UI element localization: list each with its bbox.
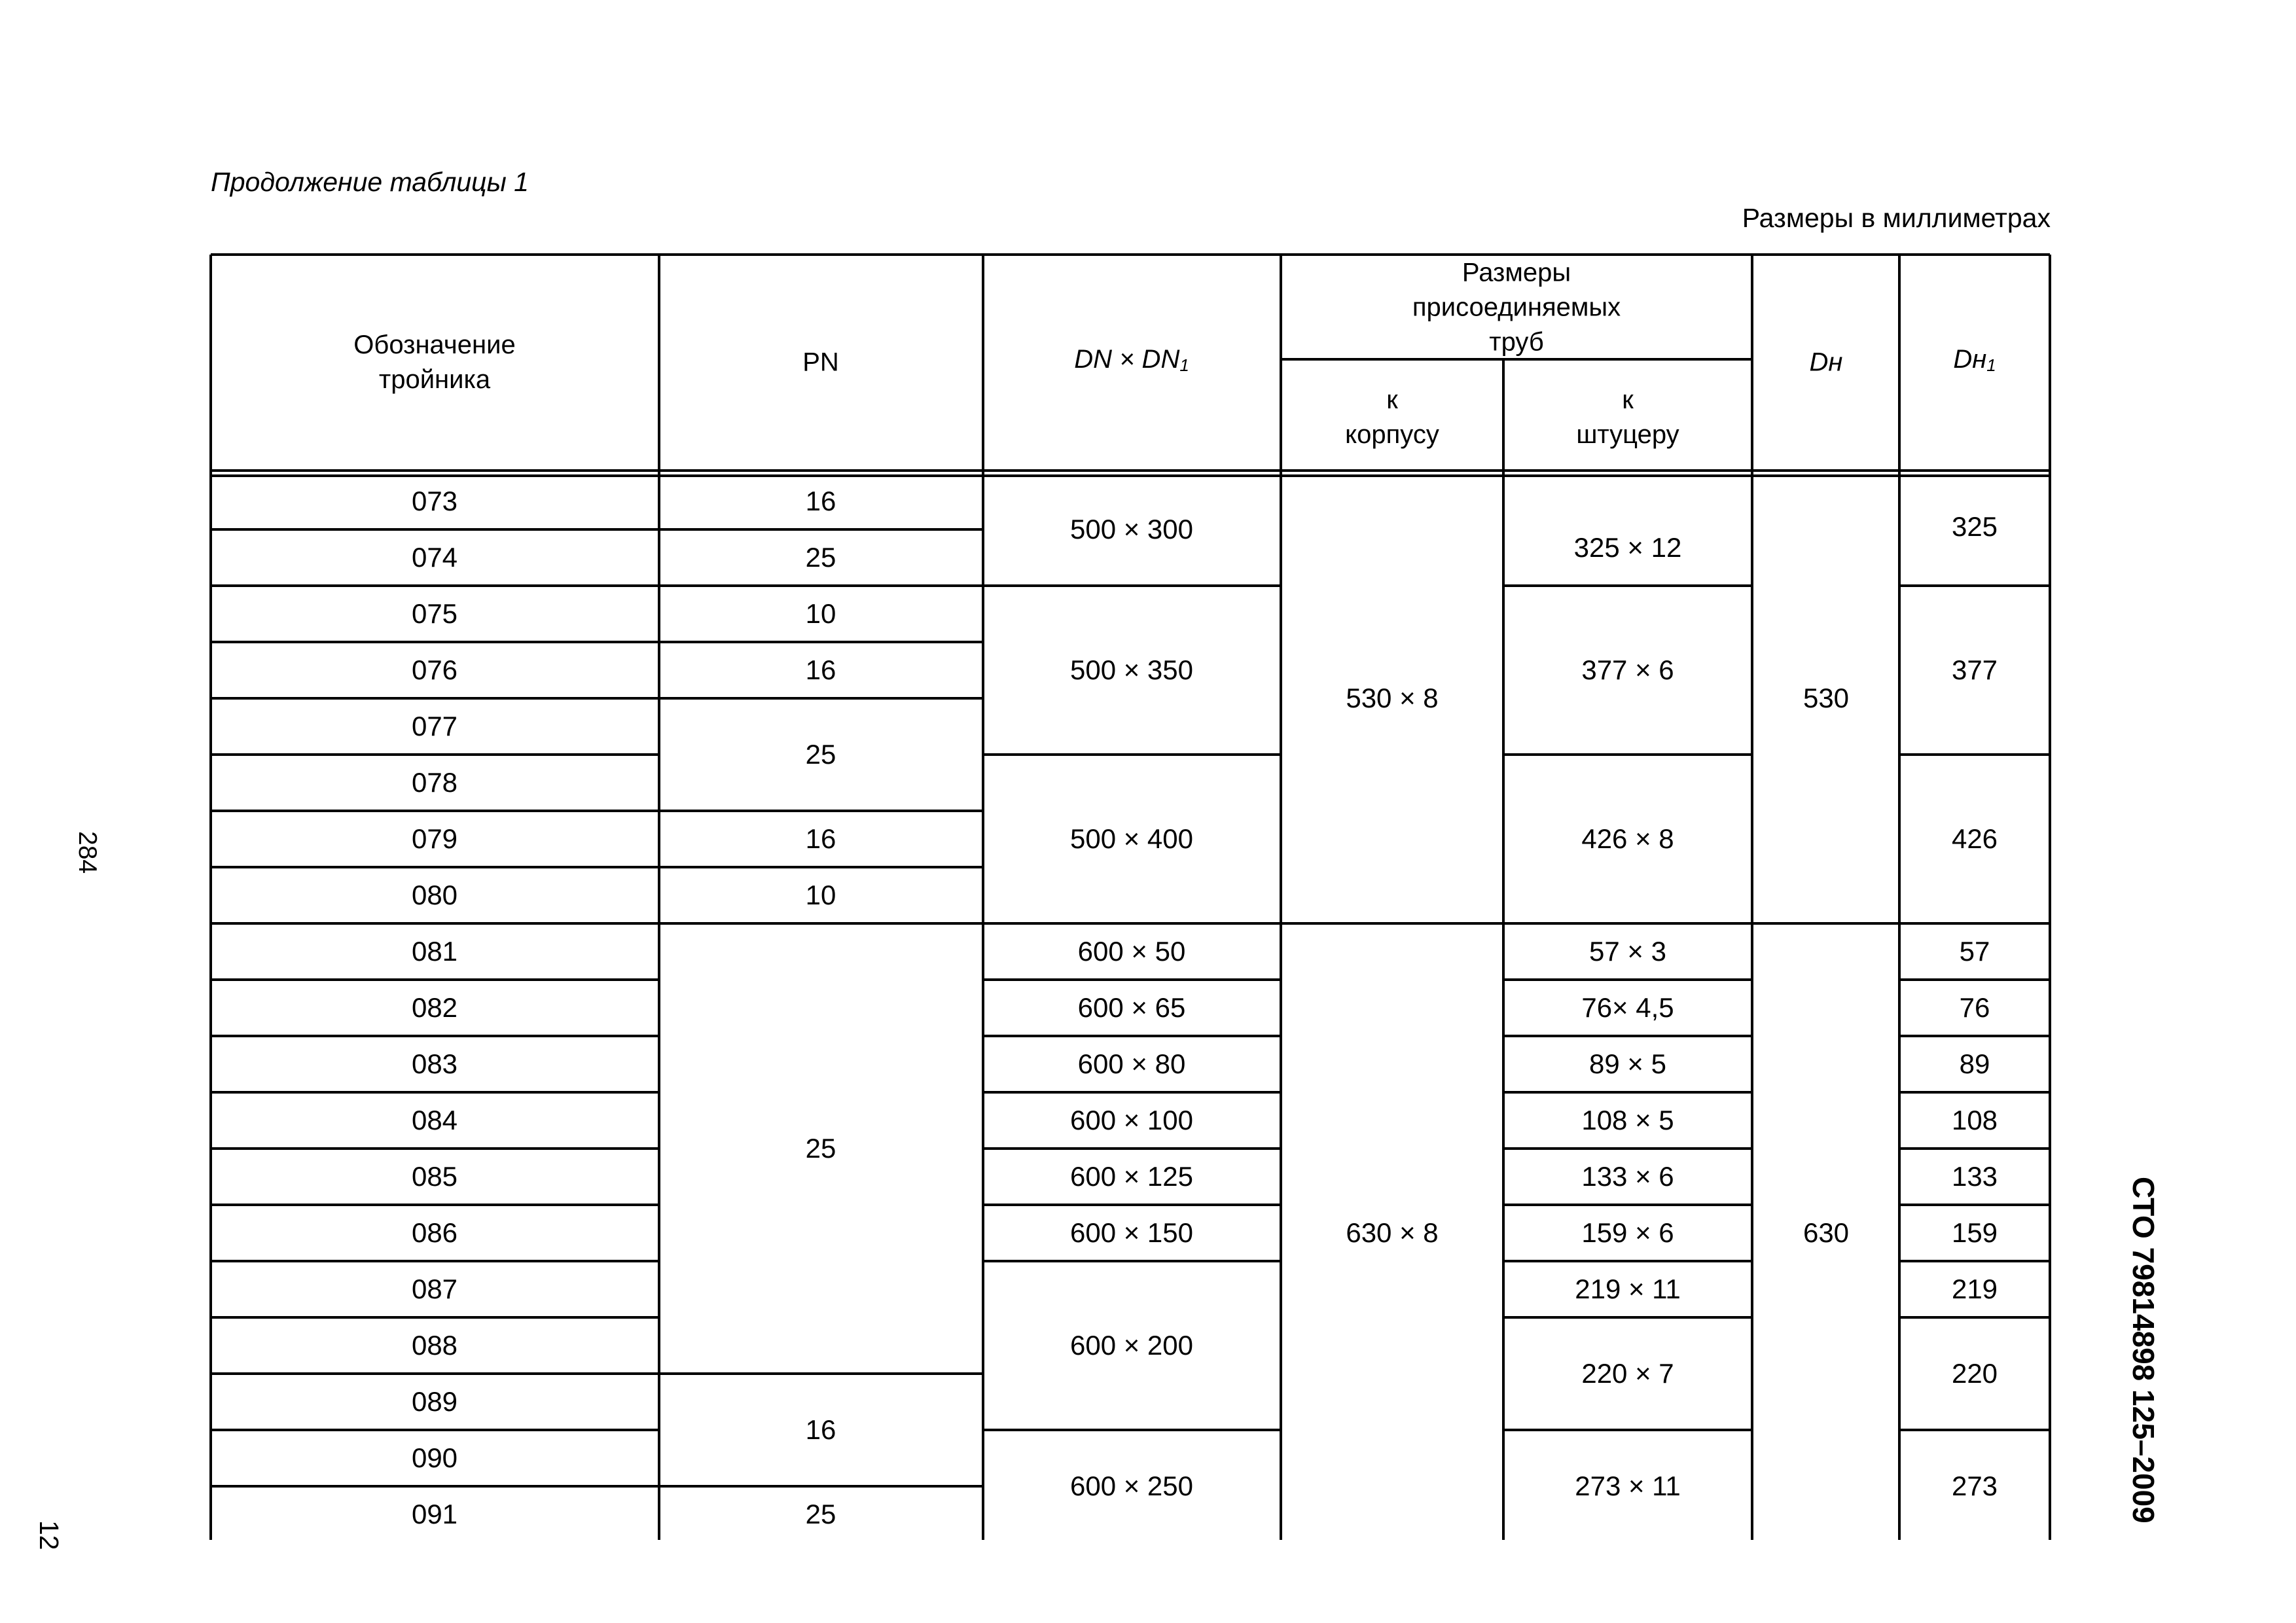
cell-dn: 600 × 200 — [1069, 1330, 1194, 1361]
header-to-nozzle-line1: к — [1622, 385, 1634, 414]
cell-to-nozzle: 426 × 8 — [1581, 823, 1674, 854]
cell-pn: 25 — [805, 542, 836, 573]
cell-dh1: 108 — [1951, 1105, 1998, 1135]
cell-to-nozzle: 159 × 6 — [1581, 1217, 1674, 1248]
cell-pn: 10 — [805, 598, 836, 629]
header-dh1-subscript: 1 — [1986, 355, 1996, 376]
cell-dh1: 133 — [1951, 1161, 1998, 1192]
cell-dn: 600 × 250 — [1069, 1471, 1194, 1501]
cell-dn: 600 × 150 — [1069, 1217, 1194, 1248]
cell-dh1: 89 — [1959, 1048, 1990, 1079]
header-dh1-label: Dн — [1953, 344, 1987, 374]
cell-designation: 088 — [411, 1330, 458, 1361]
cell-dh1: 57 — [1959, 936, 1990, 967]
cell-dh1: 377 — [1951, 654, 1998, 685]
cell-designation: 084 — [411, 1105, 458, 1135]
cell-dn: 600 × 125 — [1069, 1161, 1194, 1192]
header-pn-label: PN — [802, 348, 839, 377]
header-designation-line1: Обозначение — [353, 330, 516, 359]
cell-dh1: 219 — [1951, 1274, 1998, 1304]
cell-to-nozzle: 108 × 5 — [1581, 1105, 1674, 1135]
header-to-body-line1: к — [1386, 385, 1398, 414]
cell-dh1: 273 — [1951, 1471, 1998, 1501]
cell-to-body: 630 × 8 — [1346, 1217, 1439, 1248]
cell-designation: 082 — [411, 992, 458, 1023]
cell-dn: 500 × 350 — [1069, 654, 1194, 685]
cell-designation: 081 — [411, 936, 458, 967]
cell-dn: 500 × 300 — [1069, 514, 1194, 544]
cell-to-nozzle: 76× 4,5 — [1581, 992, 1674, 1023]
header-pipe-sizes-line2: присоединяемых — [1412, 293, 1621, 322]
cell-pn: 10 — [805, 880, 836, 910]
cell-designation: 087 — [411, 1274, 458, 1304]
header-designation-line2: тройника — [378, 365, 491, 394]
cell-designation: 078 — [411, 767, 458, 798]
cell-to-nozzle: 377 × 6 — [1581, 654, 1674, 685]
cell-designation: 079 — [411, 823, 458, 854]
cell-designation: 076 — [411, 654, 458, 685]
header-pipe-sizes — [1412, 256, 1621, 360]
cell-designation: 080 — [411, 880, 458, 910]
page-number-side: 284 — [73, 831, 101, 874]
header-pipe-sizes-line3: труб — [1489, 327, 1544, 357]
cell-to-body: 530 × 8 — [1346, 683, 1439, 713]
cell-to-nozzle: 273 × 11 — [1575, 1471, 1681, 1501]
cell-to-nozzle: 89 × 5 — [1589, 1048, 1666, 1079]
cell-dh1: 159 — [1951, 1217, 1998, 1248]
cell-to-nozzle: 325 × 12 — [1573, 532, 1682, 563]
cell-designation: 083 — [411, 1048, 458, 1079]
cell-designation: 073 — [411, 486, 458, 516]
cell-to-nozzle: 220 × 7 — [1581, 1358, 1674, 1389]
cell-designation: 091 — [411, 1499, 458, 1529]
table-caption: Продолжение таблицы 1 — [211, 167, 529, 197]
cell-to-nozzle: 57 × 3 — [1589, 936, 1666, 967]
cell-pn: 25 — [805, 1499, 836, 1529]
cell-dh1: 220 — [1951, 1358, 1998, 1389]
header-dh — [1810, 346, 1843, 380]
cell-dn: 600 × 100 — [1069, 1105, 1194, 1135]
cell-dn: 500 × 400 — [1069, 823, 1194, 854]
header-dh-label: Dн — [1809, 348, 1843, 377]
cell-pn: 16 — [805, 823, 836, 854]
cell-pn: 16 — [805, 1414, 836, 1445]
header-dn-subscript: 1 — [1179, 355, 1189, 376]
header-designation — [353, 328, 515, 397]
header-to-nozzle-line2: штуцеру — [1576, 420, 1679, 449]
cell-to-nozzle: 133 × 6 — [1581, 1161, 1674, 1192]
cell-designation: 075 — [411, 598, 458, 629]
cell-to-nozzle: 219 × 11 — [1575, 1274, 1681, 1304]
header-pipe-sizes-line1: Размеры — [1462, 258, 1571, 287]
cell-designation: 086 — [411, 1217, 458, 1248]
cell-dh: 530 — [1803, 683, 1850, 713]
cell-designation: 077 — [411, 711, 458, 741]
cell-dh1: 325 — [1951, 511, 1998, 542]
cell-designation: 089 — [411, 1386, 458, 1417]
cell-dn: 600 × 80 — [1077, 1048, 1186, 1079]
header-to-body — [1345, 383, 1439, 452]
cell-designation: 085 — [411, 1161, 458, 1192]
cell-pn: 25 — [805, 739, 836, 770]
cell-dh: 630 — [1803, 1217, 1850, 1248]
document-code: СТО 79814898 125–2009 — [2126, 1177, 2161, 1524]
header-to-nozzle — [1576, 383, 1679, 452]
header-dn-label: DN × DN — [1074, 344, 1180, 374]
cell-designation: 074 — [411, 542, 458, 573]
header-dh1 — [1953, 342, 1996, 383]
cell-dn: 600 × 65 — [1077, 992, 1186, 1023]
cell-dh1: 426 — [1951, 823, 1998, 854]
units-note: Размеры в миллиметрах — [1742, 203, 2051, 233]
header-to-body-line2: корпусу — [1345, 420, 1439, 449]
cell-dn: 600 × 50 — [1077, 936, 1186, 967]
cell-dh1: 76 — [1959, 992, 1990, 1023]
header-pn — [802, 346, 839, 380]
cell-designation: 090 — [411, 1442, 458, 1473]
cell-pn: 16 — [805, 486, 836, 516]
header-dn — [1074, 342, 1189, 383]
cell-pn: 25 — [805, 1133, 836, 1164]
cell-pn: 16 — [805, 654, 836, 685]
page-number-bottom: 12 — [34, 1520, 64, 1550]
